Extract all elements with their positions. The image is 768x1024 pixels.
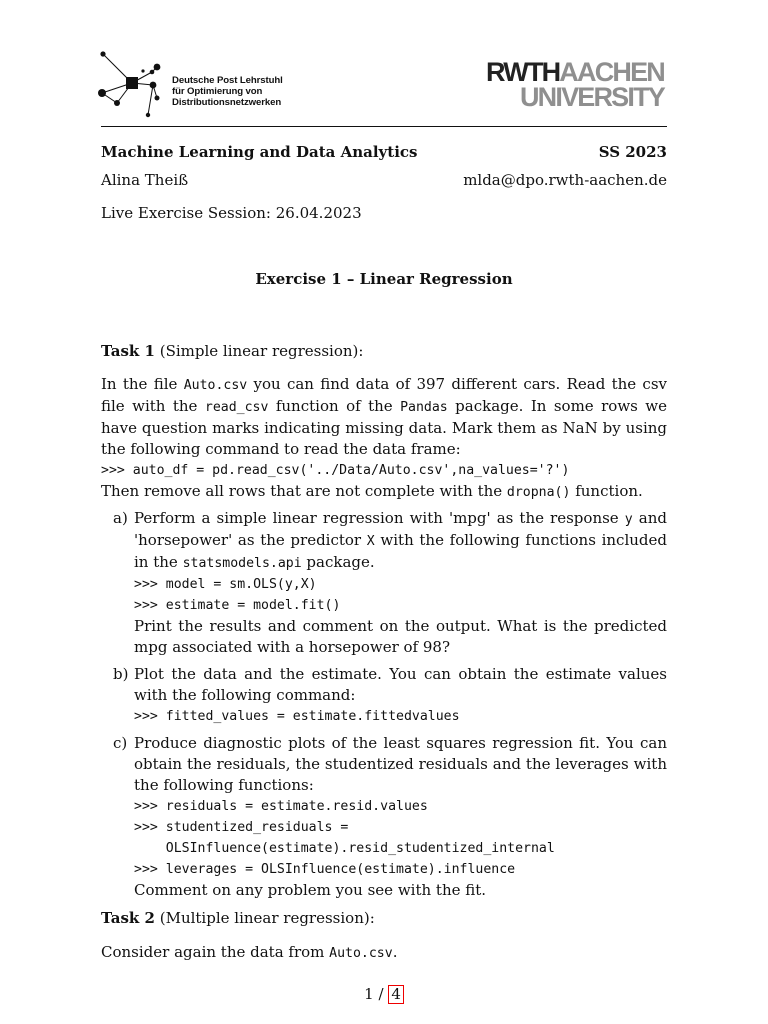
subtask-text: package. [301, 553, 375, 571]
chair-name-line: Distributionsnetzwerken [172, 97, 282, 108]
current-page: 1 [364, 985, 374, 1003]
code-line: >>> estimate = model.fit() [134, 598, 341, 613]
read-csv-command: >>> auto_df = pd.read_csv('../Data/Auto.csv',na_values='?') [101, 463, 570, 478]
university-logo-university: UNIVERSITY [519, 82, 664, 112]
page-indicator [0, 985, 768, 1004]
session-date: Live Exercise Session: 26.04.2023 [101, 204, 362, 222]
contact-email: mlda@dpo.rwth-aachen.de [463, 171, 667, 189]
code-line: >>> model = sm.OLS(y,X) [134, 577, 317, 592]
dropna-instruction [101, 481, 667, 503]
subtask-text: Plot the data and the estimate. You can obtain the estimate values with the following command: [134, 665, 667, 704]
subtask-c [101, 733, 667, 901]
author-row [101, 171, 667, 189]
university-logo-aachen: AACHEN [559, 57, 664, 87]
subtask-question: Print the results and comment on the output. What is the predicted mpg associated with a horsepower of 98? [134, 617, 667, 656]
variable-code: X [366, 534, 375, 549]
chair-name [172, 75, 283, 108]
package-code: statsmodels.api [182, 556, 302, 571]
exercise-title: Exercise 1 – Linear Regression [255, 270, 513, 288]
task2-label: Task 2 [101, 909, 155, 927]
subtask-text: with the following functions included in the [134, 531, 667, 571]
course-title: Machine Learning and Data Analytics [101, 143, 418, 161]
subtask-b [101, 664, 667, 727]
instruction-text: function. [570, 482, 643, 500]
subtask-marker: c) [113, 734, 128, 752]
chair-name-line: für Optimierung von [172, 86, 263, 97]
subtask-marker: b) [113, 665, 129, 683]
course-row [101, 143, 667, 161]
code-line: OLSInfluence(estimate).resid_studentized_internal [134, 841, 555, 856]
subtask-text: and 'horsepower' as the predictor [134, 509, 667, 549]
instruction-text: Then remove all rows that are not complete with the [101, 482, 507, 500]
task1-subtasks [101, 508, 667, 901]
total-pages-link[interactable]: 4 [388, 985, 404, 1004]
intro-text: package. In some rows we have question marks indicating missing data. Mark them as NaN by using the following command to read the data frame: [101, 397, 668, 458]
filename-code: Auto.csv [183, 378, 248, 393]
subtask-a [101, 508, 667, 658]
filename-code: Auto.csv [329, 946, 393, 961]
code-line: >>> leverages = OLSInfluence(estimate).influence [134, 862, 516, 877]
intro-text: function of the [268, 397, 401, 415]
university-logo [486, 57, 664, 112]
task2-heading [101, 908, 667, 929]
code-line: >>> residuals = estimate.resid.values [134, 799, 428, 814]
variable-code: y [624, 512, 633, 527]
function-code: read_csv [204, 400, 269, 415]
university-logo-rwth: RWTH [486, 57, 560, 87]
function-code: dropna() [506, 485, 571, 500]
intro-text: . [392, 943, 398, 961]
header-divider [101, 126, 667, 127]
task2-subtitle: (Multiple linear regression): [159, 909, 375, 927]
intro-text: you can find data of 397 different cars. Read the csv file with the [101, 375, 667, 415]
code-line: >>> studentized_residuals = [134, 820, 349, 835]
intro-text: Consider again the data from [101, 943, 330, 961]
semester: SS 2023 [598, 143, 667, 161]
task1-heading [101, 341, 667, 362]
task2-intro [101, 942, 667, 964]
task1-subtitle: (Simple linear regression): [159, 342, 364, 360]
subtask-marker: a) [113, 509, 128, 527]
subtask-text: Perform a simple linear regression with 'mpg' as the response [134, 509, 625, 527]
task1-label: Task 1 [101, 342, 155, 360]
task1-intro [101, 374, 667, 503]
page-separator: / [378, 985, 384, 1003]
intro-text: In the file [101, 375, 184, 393]
subtask-text: Produce diagnostic plots of the least squares regression fit. You can obtain the residuals, the studentized residuals and the leverages with the following functions: [134, 734, 667, 794]
code-line: >>> fitted_values = estimate.fittedvalues [134, 709, 460, 724]
subtask-question: Comment on any problem you see with the fit. [134, 881, 487, 899]
chair-name-line: Deutsche Post Lehrstuhl [172, 75, 283, 86]
session-row [101, 204, 667, 222]
package-code: Pandas [400, 400, 448, 415]
author-name: Alina Theiß [101, 171, 189, 189]
